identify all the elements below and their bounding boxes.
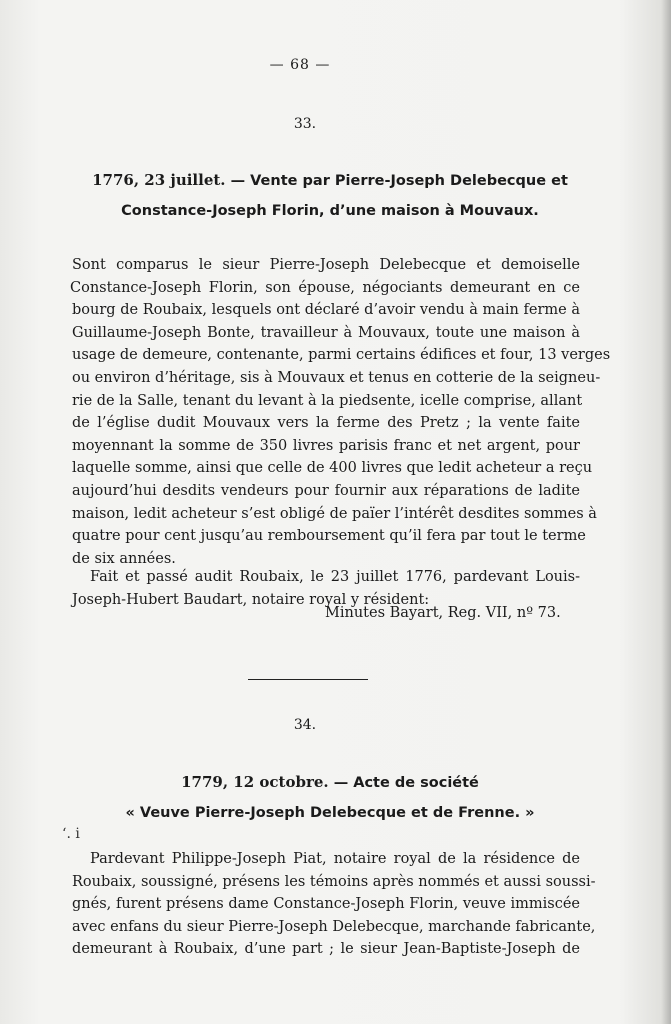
text-line: Guillaume-Joseph Bonte, travailleur à Mouvaux, toute une maison à xyxy=(72,324,580,341)
text-line: quatre pour cent jusqu’au remboursement qu’il fera par tout le terme xyxy=(72,528,586,545)
text-line: ou environ d’héritage, sis à Mouvaux et tenus en cotterie de la seigneu- xyxy=(72,369,601,386)
act-33-date: 1776, 23 juillet. xyxy=(92,171,226,189)
page-number: — 68 — xyxy=(269,57,331,73)
text-line: moyennant la somme de 350 livres parisis franc et net argent, pour xyxy=(72,437,580,454)
text-line: maison, ledit acheteur s’est obligé de païer l’intérêt desdites sommes à xyxy=(72,505,597,522)
act-33-heading xyxy=(60,165,600,226)
text-line: demeurant à Roubaix, d’une part ; le sieur Jean-Baptiste-Joseph de xyxy=(72,941,580,958)
act-34-heading-line2: « Veuve Pierre-Joseph Delebecque et de Frenne. » xyxy=(125,805,535,821)
act-34-heading xyxy=(60,767,600,828)
page-edge-shadow xyxy=(661,0,671,1024)
text-line: rie de la Salle, tenant du levant à la piedsente, icelle comprise, allant xyxy=(72,392,583,409)
act-34-number: 34. xyxy=(293,717,317,733)
act-34-body xyxy=(72,848,596,961)
text-line: avec enfans du sieur Pierre-Joseph Delebecque, marchande fabricante, xyxy=(72,918,596,935)
text-line: de six années. xyxy=(72,550,176,567)
text-line: Roubaix, soussigné, présens les témoins après nommés et aussi soussi- xyxy=(72,873,596,890)
text-line: usage de demeure, contenante, parmi certains édifices et four, 13 verges xyxy=(72,347,611,364)
text-line: Sont comparus le sieur Pierre-Joseph Delebecque et demoiselle xyxy=(72,257,580,273)
text-line: Joseph-Hubert Baudart, notaire royal y résident: xyxy=(72,591,430,608)
text-line: aujourd’hui desdits vendeurs pour fournir aux réparations de ladite xyxy=(72,482,580,499)
text-line: Constance-Joseph Florin, son épouse, négociants demeurant en ce xyxy=(70,279,580,296)
text-line: bourg de Roubaix, lesquels ont déclaré d’avoir vendu à main ferme à xyxy=(72,302,580,319)
act-33-source: Minutes Bayart, Reg. VII, nº 73. xyxy=(325,605,561,621)
text-line: gnés, furent présens dame Constance-Joseph Florin, veuve immiscée xyxy=(72,896,580,913)
text-line: Pardevant Philippe-Joseph Piat, notaire royal de la résidence de xyxy=(90,851,580,867)
act-33-number: 33. xyxy=(293,116,317,132)
text-line: de l’église dudit Mouvaux vers la ferme des Pretz ; la vente faite xyxy=(72,415,580,432)
act-33-heading-line2: Constance-Joseph Florin, d’une maison à Mouvaux. xyxy=(121,203,539,219)
act-33-heading-line1 xyxy=(60,165,600,196)
act-34-heading-line1 xyxy=(60,767,600,798)
margin-mark: ʻ. i xyxy=(62,826,80,842)
text-line: Fait et passé audit Roubaix, le 23 juillet 1776, pardevant Louis- xyxy=(90,569,580,585)
text-line: laquelle somme, ainsi que celle de 400 livres que ledit acheteur a reçu xyxy=(72,460,593,477)
act-34-heading-title: — Acte de société xyxy=(328,775,479,791)
act-33-body xyxy=(70,254,611,570)
section-divider xyxy=(248,679,368,680)
act-34-date: 1779, 12 octobre. xyxy=(181,773,329,791)
act-33-heading-title: — Vente par Pierre-Joseph Delebecque et xyxy=(225,173,568,189)
